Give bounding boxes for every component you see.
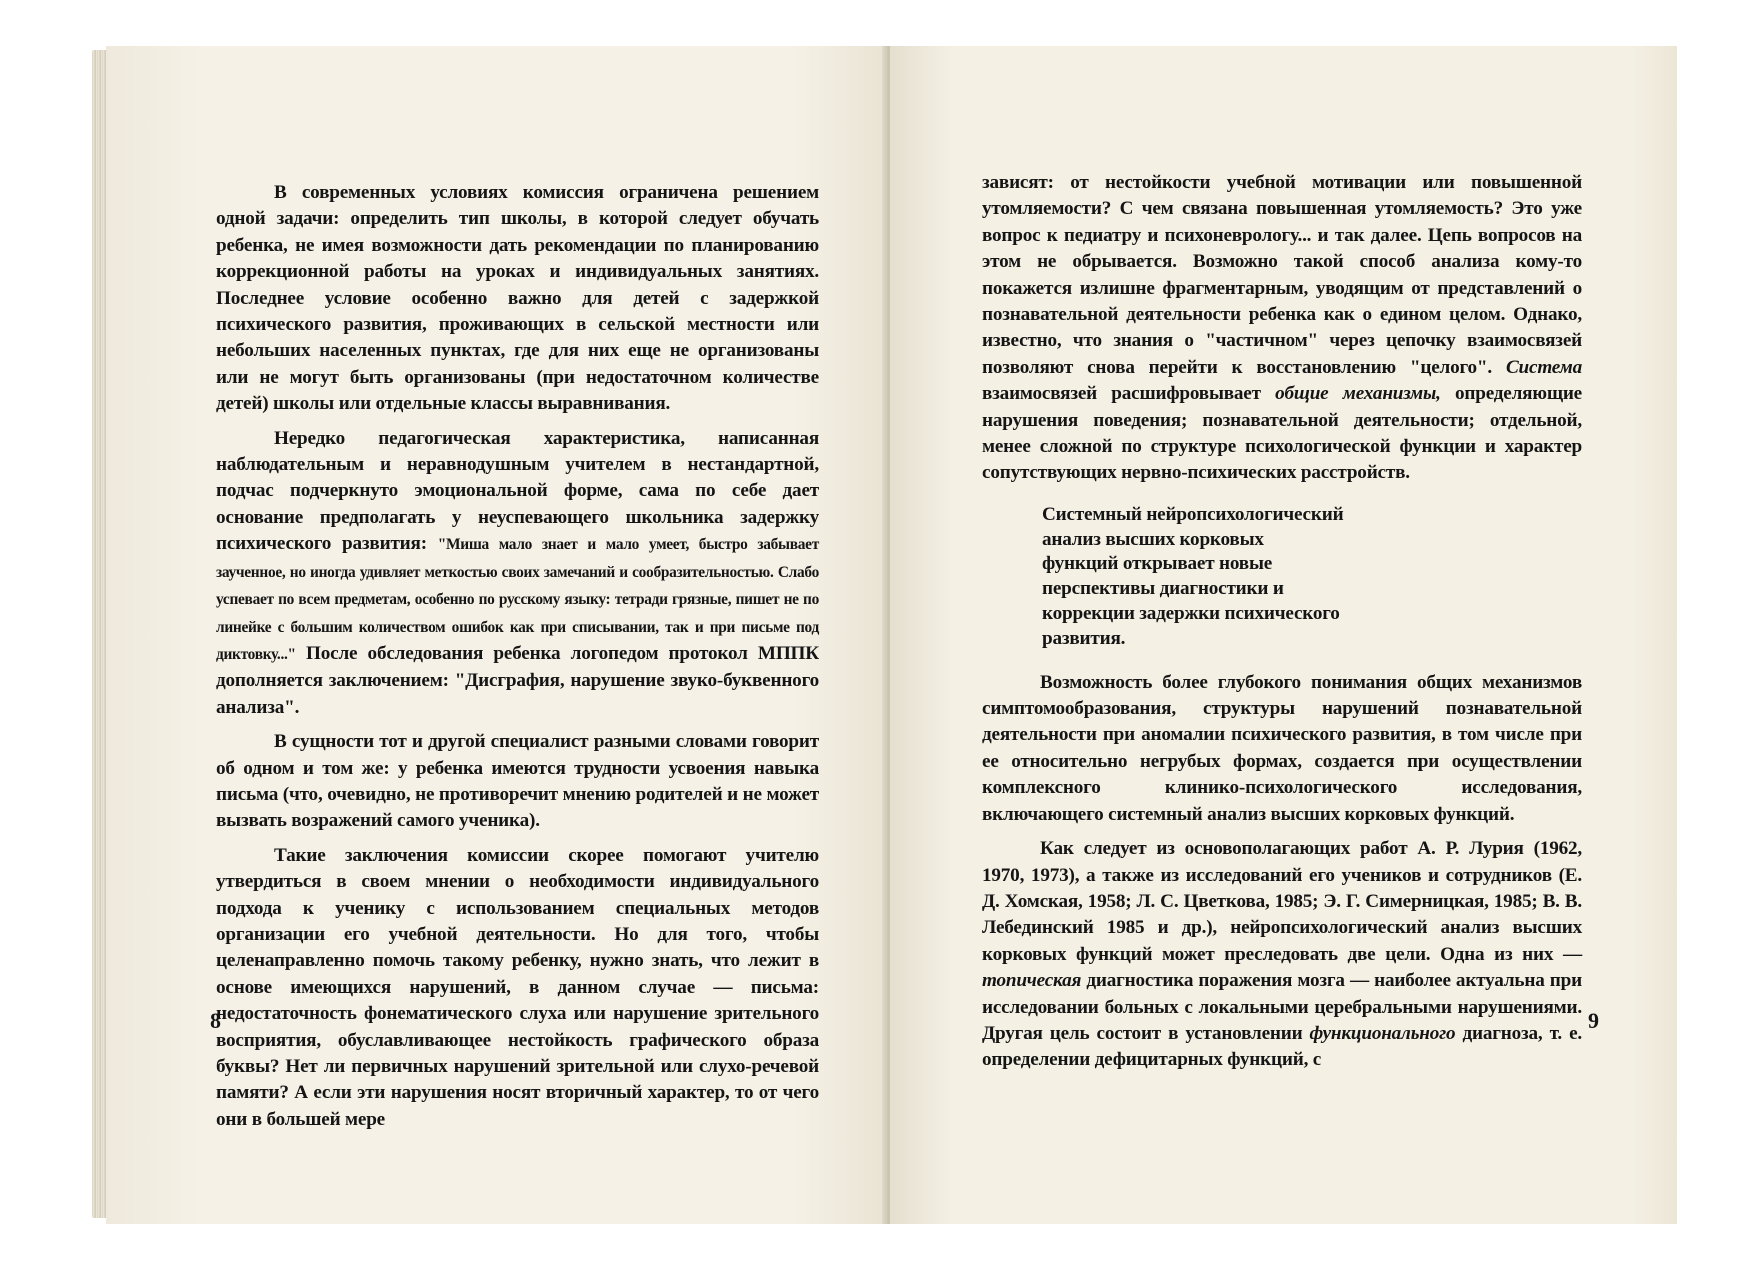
right-page-text	[982, 170, 1582, 1082]
paragraph-text: После обследования ребенка логопедом протокол МППК дополняется заключением: "Дисграфия, нарушение звуко-буквенного анализа".	[216, 642, 819, 718]
paragraph	[982, 170, 1582, 487]
paragraph: Такие заключения комиссии скорее помогают учителю утвердиться в своем мнении о необходимости индивидуального подхода к ученику с использованием специальных методов организации его учебной деятельности. Но для того, чтобы целенаправленно помочь такому ребенку, нужно знать, что лежит в основе имеющихся нарушений, в данном случае — письма: недостаточность фонематического слуха или нарушение зрительного восприятия, обуславливающее нестойкость графического образа буквы? Нет ли первичных нарушений зрительной или слухо-речевой памяти? А если эти нарушения носят вторичный характер, то от чего они в большей мере	[216, 844, 819, 1130]
emphasis: Система	[1505, 356, 1582, 378]
emphasis: функционального	[1309, 1022, 1456, 1044]
paragraph-text: зависят: от нестойкости учебной мотивации или повышенной утомляемости? С чем связана повышенная утомляемость? Это уже вопрос к педиатру и психоневрологу... и так далее. Цепь вопросов на этом не обрывается. Возможно такой способ анализа кому-то покажется излишне фрагментарным, уводящим от представлений о познавательной деятельности ребенка как о едином целом. Однако, известно, что знания о "частичном" через цепочку взаимосвязей позволяют снова перейти к восстановлению "целого".	[982, 172, 1582, 378]
paragraph-text: Как следует из основополагающих работ А. Р. Лурия (1962, 1970, 1973), а также из исследований его учеников и сотрудников (Е. Д. Хомская, 1958; Л. С. Цветкова, 1985; Э. Г. Симерницкая, 1985; В. В. Лебединский 1985 и др.), нейропсихологический анализ высших корковых функций может преследовать две цели. Одна из них —	[982, 838, 1582, 965]
emphasis: общие механизмы,	[1275, 383, 1441, 405]
page-number: 9	[1588, 1008, 1599, 1033]
paragraph-text: Нередко педагогическая характеристика, написанная наблюдательным и неравнодушным учителем в нестандартной, подчас подчеркнуто эмоциональной форме, сама по себе дает основание предполагать у неуспевающего школьника задержку психического развития:	[216, 427, 819, 555]
teacher-quote: "Миша мало знает и мало умеет, быстро забывает заученное, но иногда удивляет меткостью своих замечаний и сообразительностью. Слабо успевает по всем предметам, особенно по русскому языку: тетради грязные, пишет не по линейке с большим количеством ошибок как при списывании, так и при письме под диктовку..."	[216, 536, 819, 663]
open-book	[100, 46, 1677, 1224]
paragraph	[982, 836, 1582, 1074]
paragraph-text: диагноза, т. е. определении дефицитарных функций, с	[982, 1022, 1582, 1071]
right-page	[890, 46, 1677, 1224]
paragraph	[216, 426, 819, 721]
paragraph-text: взаимосвязей расшифровывает	[982, 383, 1261, 405]
left-page	[106, 46, 888, 1224]
paragraph: В современных условиях комиссия ограничена решением одной задачи: определить тип школы, в которой следует обучать ребенка, не имея возможности дать рекомендации по планированию коррекционной работы на уроках и индивидуальных занятиях. Последнее условие особенно важно для детей с задержкой психического развития, проживающих в сельской местности или небольших населенных пунктах, где для них еще не организованы или не могут быть организованы (при недостаточном количестве детей) школы или отдельные классы выравнивания.	[216, 182, 819, 415]
paragraph-text: диагностика поражения мозга — наиболее актуальна при исследовании больных с локальными церебральными нарушениями. Другая цель состоит в установлении	[982, 970, 1582, 1044]
paragraph-text: определяющие нарушения поведения; познавательной деятельности; отдельной, менее сложной по структуре психологической функции и характер сопутствующих нервно-психических расстройств.	[982, 383, 1582, 484]
section-heading: Системный нейропсихологический анализ высших корковых функций открывает новые перспективы диагностики и коррекции задержки психического развития.	[1042, 503, 1344, 649]
page-number: 8	[210, 1008, 221, 1033]
paragraph: Возможность более глубокого понимания общих механизмов симптомообразования, структуры нарушений познавательной деятельности при аномалии психического развития, в том числе при ее относительно негрубых формах, создается при осуществлении комплексного клинико-психологического исследования, включающего системный анализ высших корковых функций.	[982, 671, 1582, 825]
emphasis: топическая	[982, 970, 1082, 992]
left-page-text	[216, 180, 819, 1141]
paragraph: В сущности тот и другой специалист разными словами говорит об одном и том же: у ребенка имеются трудности усвоения навыка письма (что, очевидно, не противоречит мнению родителей и не может вызвать возражений самого ученика).	[216, 731, 819, 832]
